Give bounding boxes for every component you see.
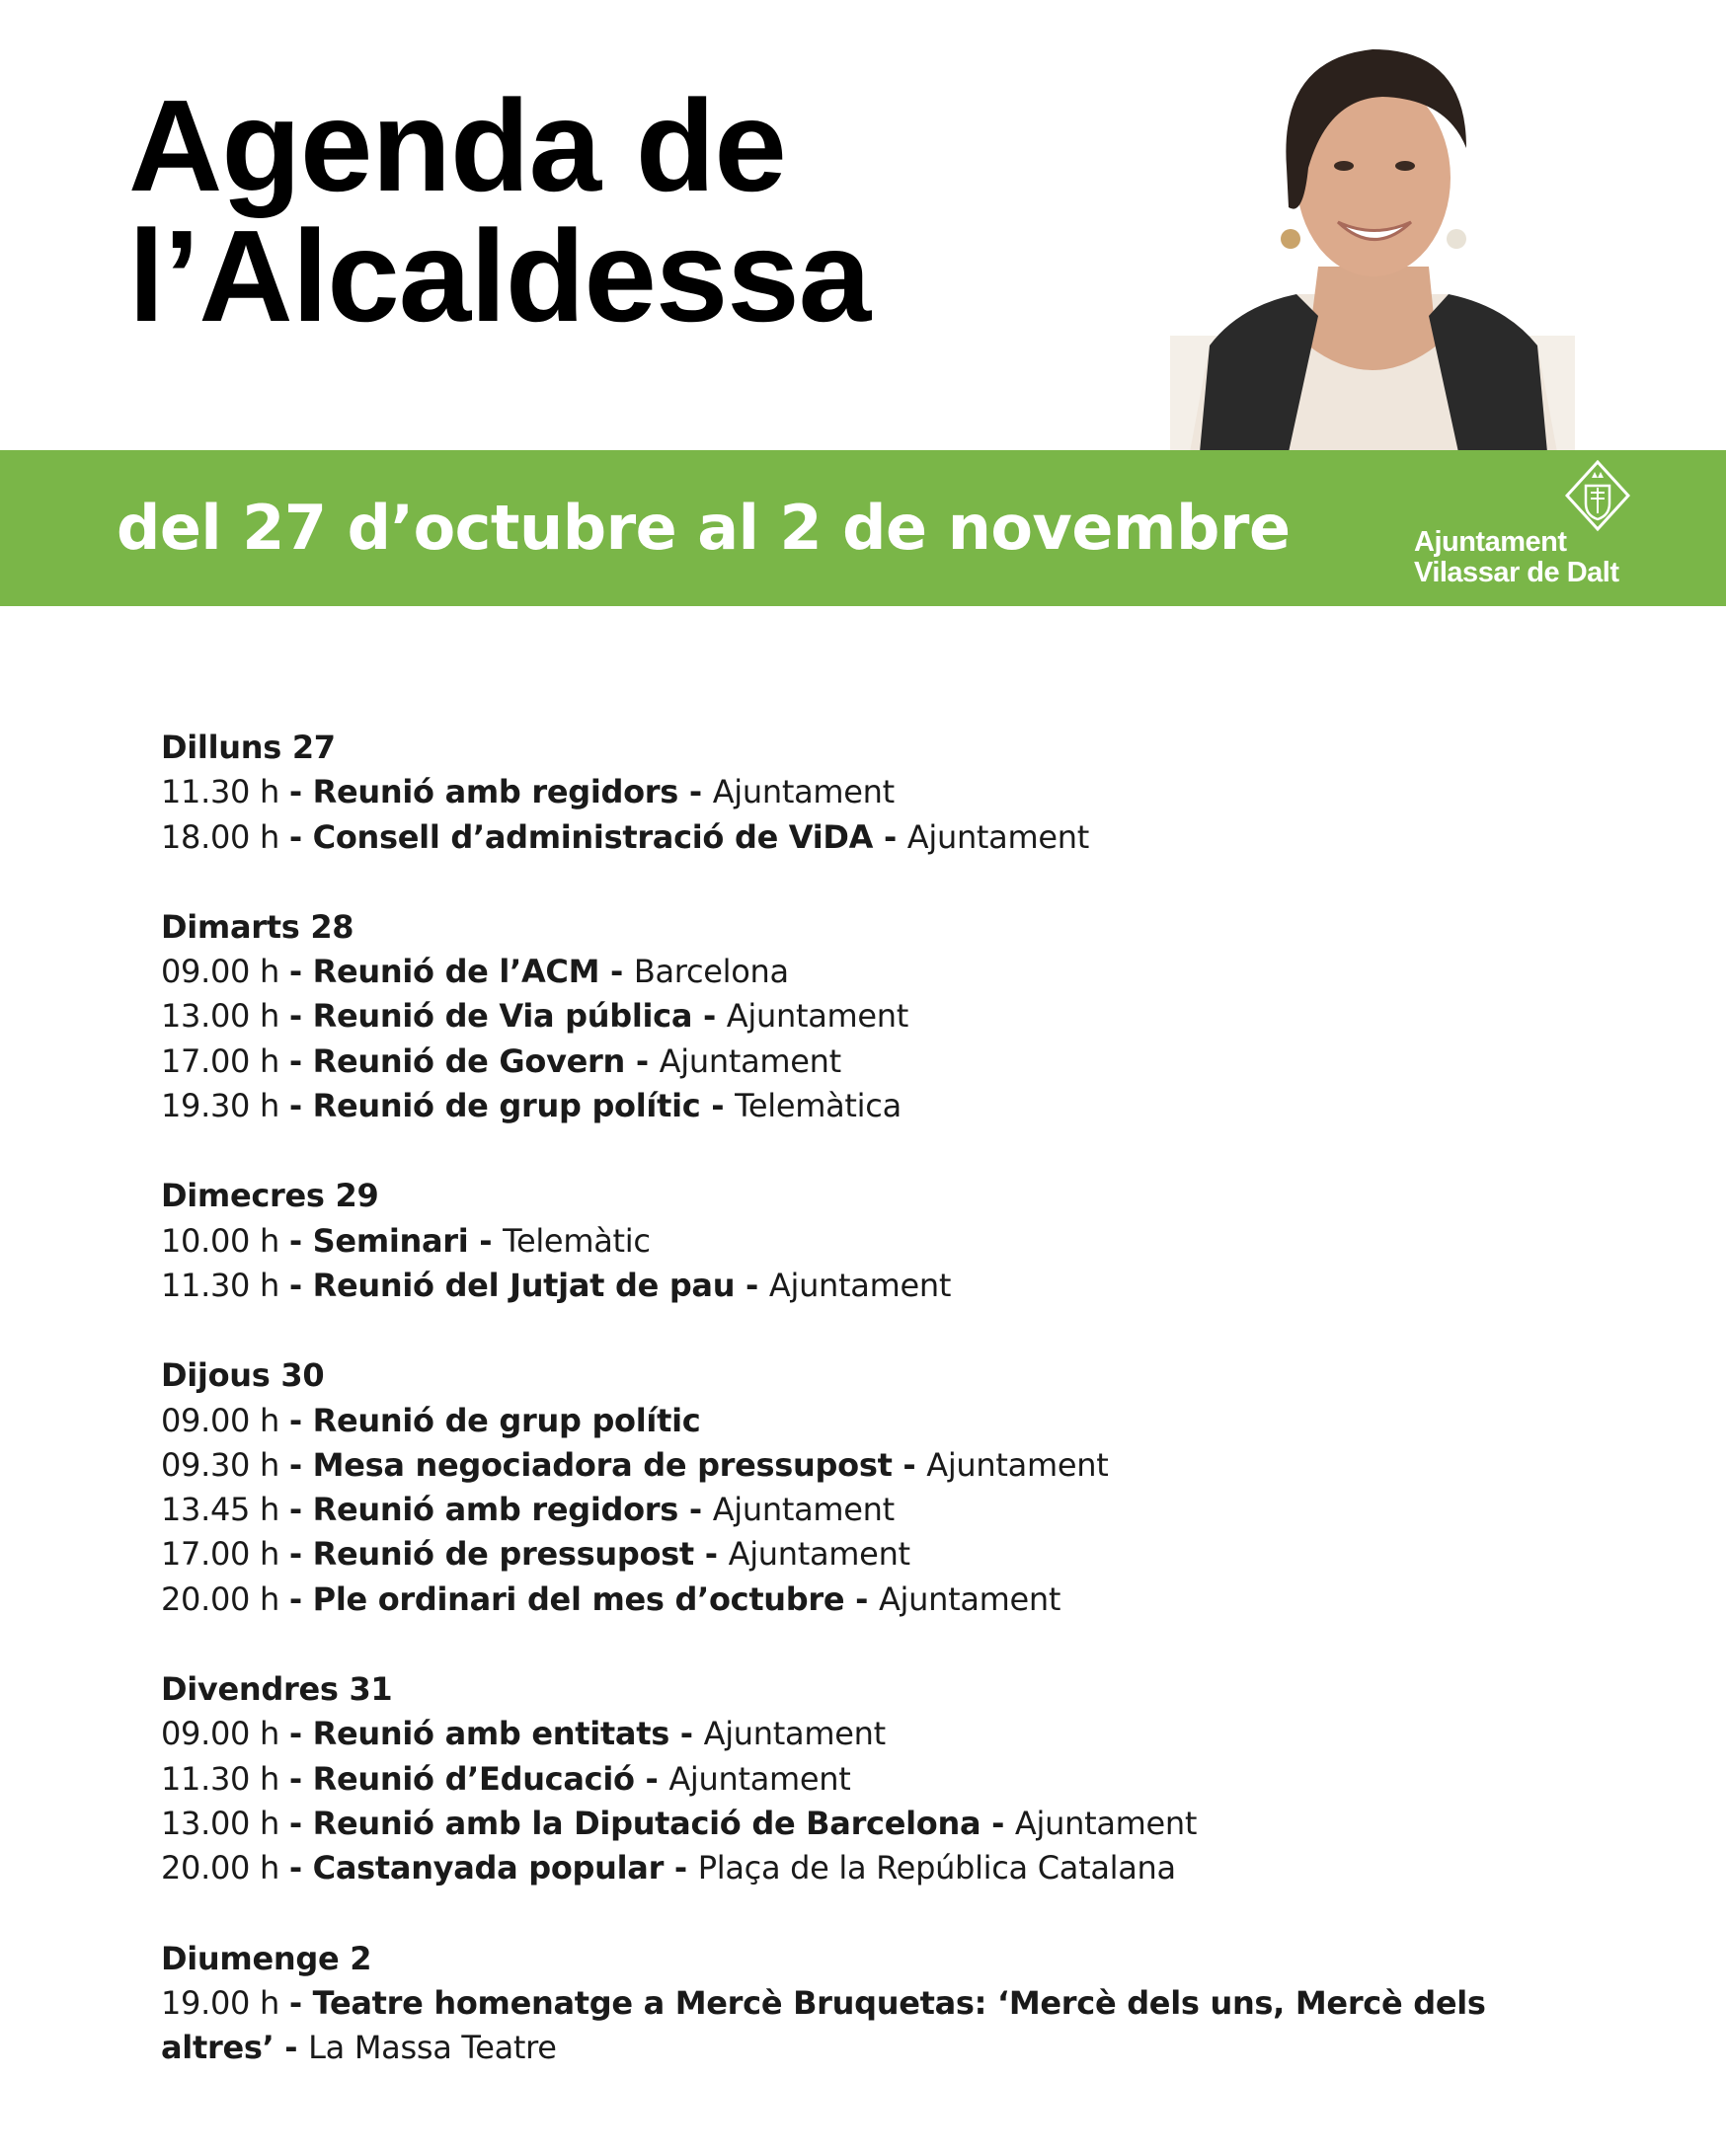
event-title: Reunió de grup polític [312, 1087, 701, 1125]
event-time: 11.30 h [161, 1759, 279, 1798]
event-time: 19.30 h [161, 1087, 279, 1125]
event-title: Reunió de Via pública [312, 997, 693, 1036]
event-place: Ajuntament [768, 1266, 952, 1304]
agenda-item: 13.45 h - Reunió amb regidors - Ajuntament [161, 1491, 895, 1529]
event-title: Reunió amb regidors [312, 1491, 679, 1529]
event-time: 17.00 h [161, 1041, 279, 1080]
logo-line-1: Ajuntament [1414, 526, 1567, 558]
event-title: Reunió amb regidors [312, 773, 679, 811]
day-heading: Diumenge 2 [161, 1939, 372, 1977]
event-place: Ajuntament [726, 997, 908, 1036]
event-place: Telemàtica [735, 1087, 902, 1125]
event-title: Reunió amb entitats [312, 1715, 669, 1753]
event-time: 20.00 h [161, 1849, 279, 1887]
agenda-item: 17.00 h - Reunió de pressupost - Ajuntament [161, 1535, 910, 1574]
event-place: Ajuntament [712, 1491, 895, 1529]
event-place: Ajuntament [1014, 1804, 1198, 1842]
coat-of-arms-icon [1565, 460, 1630, 537]
event-place: Plaça de la República Catalana [697, 1849, 1176, 1887]
ajuntament-logo [1414, 527, 1618, 588]
event-place: Ajuntament [712, 773, 895, 811]
day-block [161, 1174, 1622, 1308]
event-title: Mesa negociadora de pressupost [312, 1445, 893, 1484]
page-title-line-2: l’Alcaldessa [128, 203, 871, 348]
date-range: del 27 d’octubre al 2 de novembre [117, 492, 1291, 564]
event-time: 09.00 h [161, 1401, 279, 1439]
event-time: 09.00 h [161, 1715, 279, 1753]
event-title: Reunió d’Educació [312, 1759, 635, 1798]
event-title: Ple ordinari del mes d’octubre [312, 1579, 845, 1618]
agenda-item: 19.30 h - Reunió de grup polític - Telemàtica [161, 1087, 902, 1125]
day-heading: Dimecres 29 [161, 1177, 379, 1215]
event-place: Ajuntament [728, 1535, 910, 1574]
page-title [128, 73, 871, 348]
agenda-item: 17.00 h - Reunió de Govern - Ajuntament [161, 1041, 841, 1080]
agenda-list [161, 726, 1622, 2116]
agenda-item: 10.00 h - Seminari - Telemàtic [161, 1221, 651, 1260]
event-place: Ajuntament [878, 1579, 1061, 1618]
event-time: 11.30 h [161, 1266, 279, 1304]
day-heading: Divendres 31 [161, 1670, 393, 1709]
event-time: 13.00 h [161, 1804, 279, 1842]
day-block [161, 1353, 1622, 1622]
agenda-item: 20.00 h - Castanyada popular - Plaça de la República Catalana [161, 1849, 1176, 1887]
event-title: Reunió amb la Diputació de Barcelona [312, 1804, 981, 1842]
event-time: 18.00 h [161, 817, 279, 856]
event-place: La Massa Teatre [308, 2029, 557, 2067]
agenda-item: 11.30 h - Reunió amb regidors - Ajuntament [161, 773, 895, 811]
event-time: 13.00 h [161, 997, 279, 1036]
date-banner [0, 450, 1726, 606]
agenda-item: 13.00 h - Reunió de Via pública - Ajuntament [161, 997, 908, 1036]
agenda-item: 13.00 h - Reunió amb la Diputació de Barcelona - Ajuntament [161, 1804, 1198, 1842]
day-block [161, 1937, 1622, 2071]
page-title-line-1: Agenda de [128, 73, 786, 218]
day-block [161, 905, 1622, 1128]
event-time: 10.00 h [161, 1221, 279, 1260]
event-title: Reunió del Jutjat de pau [312, 1266, 736, 1304]
event-title: Reunió de grup polític [312, 1401, 701, 1439]
event-place: Ajuntament [926, 1445, 1109, 1484]
agenda-item: 09.00 h - Reunió de grup polític [161, 1401, 701, 1439]
event-place: Ajuntament [668, 1759, 851, 1798]
event-time: 09.00 h [161, 953, 279, 991]
event-time: 17.00 h [161, 1535, 279, 1574]
event-title: Seminari [312, 1221, 469, 1260]
agenda-item: 18.00 h - Consell d’administració de ViDA - Ajuntament [161, 817, 1089, 856]
event-title: Castanyada popular [312, 1849, 665, 1887]
day-block [161, 1667, 1622, 1890]
event-place: Ajuntament [703, 1715, 886, 1753]
agenda-item: 19.00 h - Teatre homenatge a Mercè Bruquetas: ‘Mercè dels uns, Mercè dels altres’ - La Massa Teatre [161, 1983, 1486, 2067]
agenda-item: 11.30 h - Reunió d’Educació - Ajuntament [161, 1759, 851, 1798]
logo-line-2: Vilassar de Dalt [1414, 557, 1619, 588]
agenda-item: 11.30 h - Reunió del Jutjat de pau - Ajuntament [161, 1266, 952, 1304]
event-time: 20.00 h [161, 1579, 279, 1618]
day-heading: Dilluns 27 [161, 729, 336, 766]
event-time: 19.00 h [161, 1983, 279, 2022]
event-time: 09.30 h [161, 1445, 279, 1484]
agenda-item: 20.00 h - Ple ordinari del mes d’octubre - Ajuntament [161, 1579, 1061, 1618]
event-place: Ajuntament [659, 1041, 841, 1080]
day-heading: Dimarts 28 [161, 907, 354, 946]
event-time: 11.30 h [161, 773, 279, 811]
event-place: Ajuntament [906, 817, 1089, 856]
agenda-item: 09.00 h - Reunió de l’ACM - Barcelona [161, 953, 789, 991]
event-title: Reunió de Govern [312, 1041, 625, 1080]
event-title: Consell d’administració de ViDA [312, 817, 874, 856]
mayor-portrait [1170, 20, 1575, 452]
event-place: Telemàtic [503, 1221, 651, 1260]
agenda-item: 09.00 h - Reunió amb entitats - Ajuntament [161, 1715, 886, 1753]
event-title: Reunió de l’ACM [312, 953, 600, 991]
agenda-item: 09.30 h - Mesa negociadora de pressupost - Ajuntament [161, 1445, 1109, 1484]
day-block [161, 726, 1622, 860]
event-title: Teatre homenatge a Mercè Bruquetas: ‘Mercè dels uns, Mercè dels altres’ [161, 1983, 1486, 2067]
event-time: 13.45 h [161, 1491, 279, 1529]
day-heading: Dijous 30 [161, 1356, 325, 1395]
event-title: Reunió de pressupost [312, 1535, 694, 1574]
event-place: Barcelona [633, 953, 789, 991]
